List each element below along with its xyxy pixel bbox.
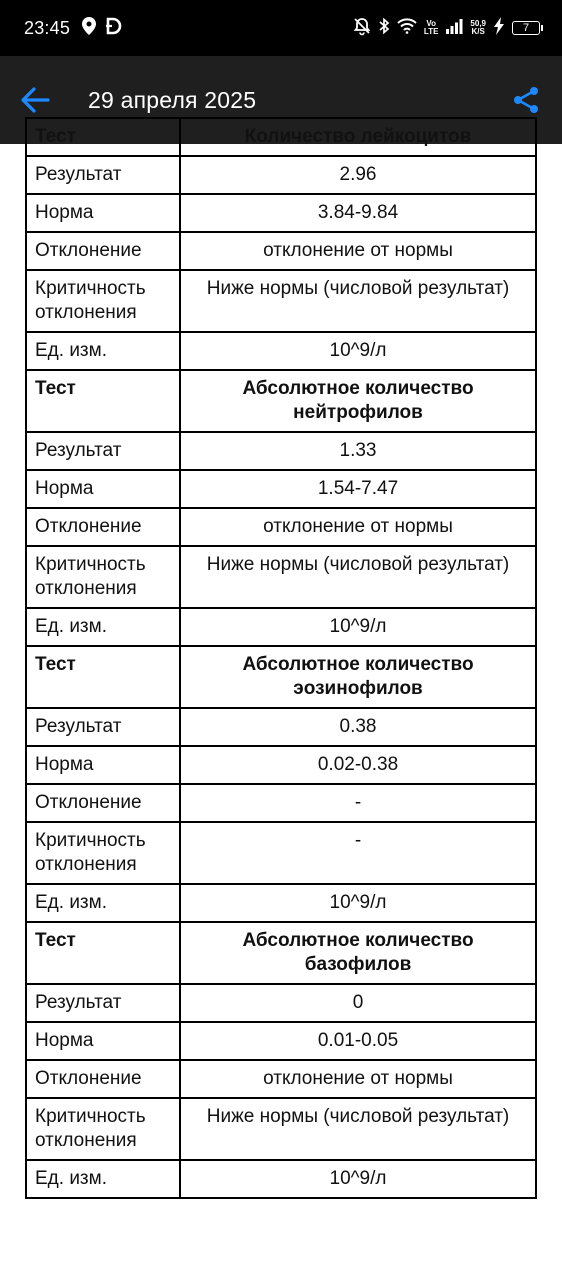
signal-icon (445, 18, 463, 39)
table-row-norm (26, 470, 536, 508)
status-time: 23:45 (24, 17, 71, 38)
row-label: Тест (26, 370, 180, 432)
row-label: Тест (26, 646, 180, 708)
status-left-icons (82, 17, 120, 40)
table-row-unit (26, 332, 536, 370)
share-button[interactable] (504, 78, 548, 122)
row-label: Результат (26, 432, 180, 470)
share-icon (512, 86, 540, 114)
row-label: Отклонение (26, 508, 180, 546)
test-name: Абсолютное количество нейтрофилов (180, 370, 536, 432)
table-row-criticality (26, 546, 536, 608)
unit-value: 10^9/л (180, 1160, 536, 1198)
criticality-value: - (180, 822, 536, 884)
norm-value: 0.02-0.38 (180, 746, 536, 784)
mute-bell-icon (353, 17, 371, 40)
norm-value: 0.01-0.05 (180, 1022, 536, 1060)
status-bar (0, 0, 562, 56)
table-row-criticality (26, 1098, 536, 1160)
result-value: 1.33 (180, 432, 536, 470)
unit-value: 10^9/л (180, 884, 536, 922)
deviation-value: - (180, 784, 536, 822)
page-title: 29 апреля 2025 (88, 86, 257, 113)
row-label: Ед. изм. (26, 608, 180, 646)
row-label: Отклонение (26, 784, 180, 822)
network-speed: 50,9 K/S (470, 19, 486, 36)
test-name: Абсолютное количество эозинофилов (180, 646, 536, 708)
table-row-criticality (26, 822, 536, 884)
status-right-icons (353, 17, 540, 40)
battery-indicator: 7 (512, 21, 540, 35)
row-label: Ед. изм. (26, 884, 180, 922)
results-content[interactable] (0, 126, 562, 1280)
table-row-test (26, 646, 536, 708)
table-row-test (26, 922, 536, 984)
result-value: 0.38 (180, 708, 536, 746)
row-label: Критичность отклонения (26, 822, 180, 884)
table-row-criticality (26, 270, 536, 332)
table-row-unit (26, 884, 536, 922)
row-label: Ед. изм. (26, 332, 180, 370)
arrow-left-icon (20, 87, 50, 113)
table-row-result (26, 984, 536, 1022)
row-label: Критичность отклонения (26, 270, 180, 332)
wifi-icon (397, 18, 417, 39)
table-row-test (26, 370, 536, 432)
test-name: Абсолютное количество базофилов (180, 922, 536, 984)
row-label: Норма (26, 194, 180, 232)
deviation-value: отклонение от нормы (180, 1060, 536, 1098)
row-label: Ед. изм. (26, 1160, 180, 1198)
criticality-value: Ниже нормы (числовой результат) (180, 1098, 536, 1160)
table-row-unit (26, 608, 536, 646)
row-label: Результат (26, 156, 180, 194)
table-row-norm (26, 194, 536, 232)
row-label: Норма (26, 1022, 180, 1060)
norm-value: 1.54-7.47 (180, 470, 536, 508)
deviation-value: отклонение от нормы (180, 508, 536, 546)
table-row-deviation (26, 232, 536, 270)
result-value: 0 (180, 984, 536, 1022)
deviation-value: отклонение от нормы (180, 232, 536, 270)
unit-value: 10^9/л (180, 332, 536, 370)
result-value: 2.96 (180, 156, 536, 194)
volte-indicator: Vo LTE (423, 19, 439, 36)
criticality-value: Ниже нормы (числовой результат) (180, 546, 536, 608)
table-row-test (26, 118, 536, 156)
test-name: Количество лейкоцитов (180, 118, 536, 156)
location-icon (82, 17, 96, 40)
results-table (25, 117, 537, 1199)
row-label: Тест (26, 922, 180, 984)
norm-value: 3.84-9.84 (180, 194, 536, 232)
table-row-result (26, 708, 536, 746)
row-label: Критичность отклонения (26, 546, 180, 608)
table-row-unit (26, 1160, 536, 1198)
table-row-norm (26, 1022, 536, 1060)
criticality-value: Ниже нормы (числовой результат) (180, 270, 536, 332)
table-row-norm (26, 746, 536, 784)
row-label: Отклонение (26, 1060, 180, 1098)
row-label: Результат (26, 708, 180, 746)
table-row-deviation (26, 1060, 536, 1098)
charging-icon (493, 17, 505, 40)
row-label: Тест (26, 118, 180, 156)
table-row-result (26, 432, 536, 470)
table-row-deviation (26, 508, 536, 546)
app-notification-icon (106, 18, 120, 39)
row-label: Критичность отклонения (26, 1098, 180, 1160)
unit-value: 10^9/л (180, 608, 536, 646)
row-label: Норма (26, 470, 180, 508)
row-label: Результат (26, 984, 180, 1022)
bluetooth-icon (378, 17, 390, 40)
table-row-result (26, 156, 536, 194)
table-row-deviation (26, 784, 536, 822)
row-label: Отклонение (26, 232, 180, 270)
row-label: Норма (26, 746, 180, 784)
